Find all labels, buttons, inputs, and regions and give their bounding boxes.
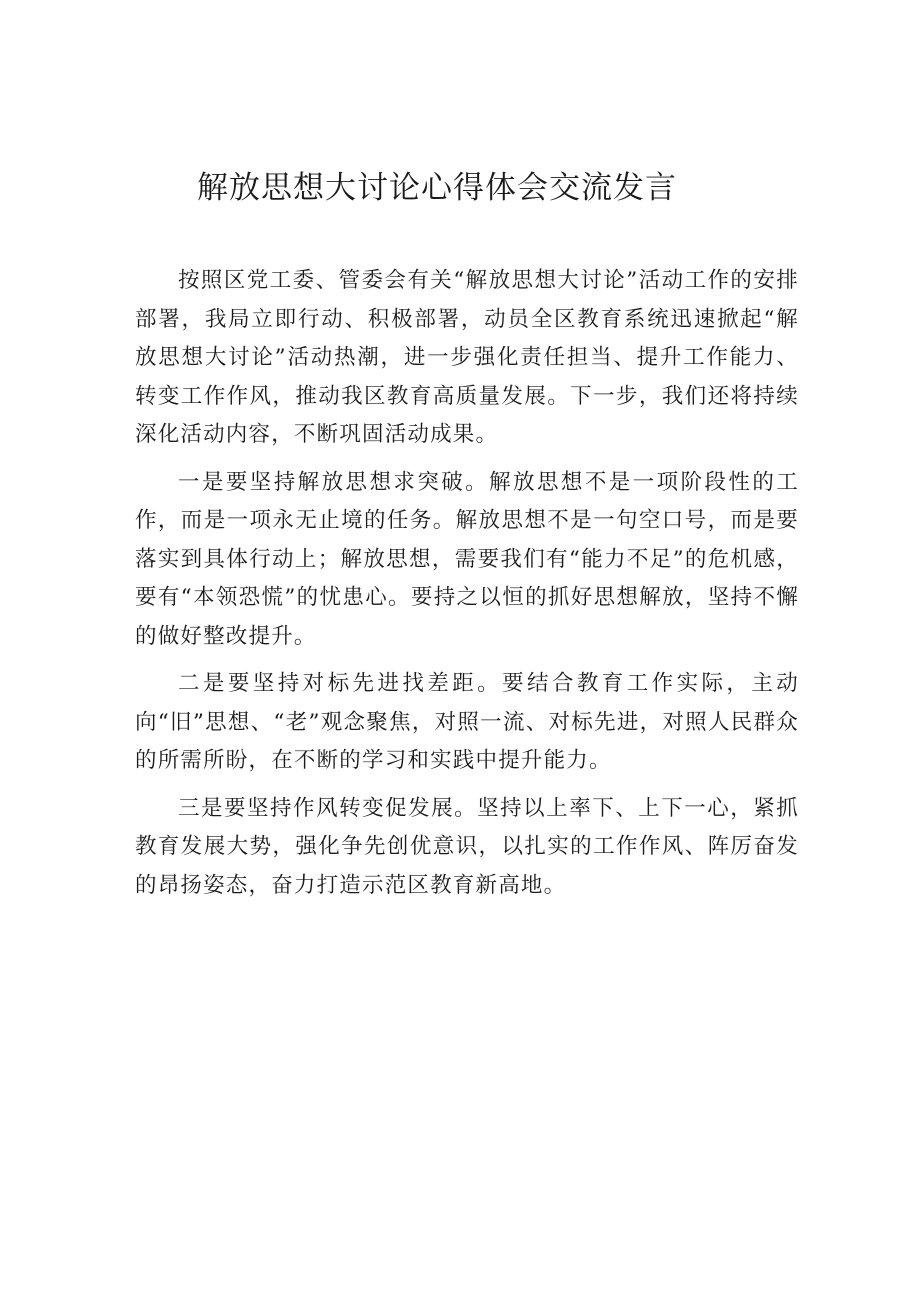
document-body [135,262,799,914]
document-title: 解放思想大讨论心得体会交流发言 [197,170,677,206]
paragraph-intro: 按照区党工委、管委会有关“解放思想大讨论”活动工作的安排部署，我局立即行动、积极部署，动员全区教育系统迅速掀起“解放思想大讨论”活动热潮，进一步强化责任担当、提升工作能力、转变工作作风，推动我区教育高质量发展。下一步，我们还将持续深化活动内容，不断巩固活动成果。 [135,268,799,447]
paragraph-point-two: 二是要坚持对标先进找差距。要结合教育工作实际，主动向“旧”思想、“老”观念聚焦，对照一流、对标先进，对照人民群众的所需所盼，在不断的学习和实践中提升能力。 [135,671,799,773]
paragraph-point-one: 一是要坚持解放思想求突破。解放思想不是一项阶段性的工作，而是一项永无止境的任务。解放思想不是一句空口号，而是要落实到具体行动上；解放思想，需要我们有“能力不足”的危机感，要有“本领恐慌”的忧患心。要持之以恒的抓好思想解放，坚持不懈的做好整改提升。 [135,469,799,649]
paragraph-point-three: 三是要坚持作风转变促发展。坚持以上率下、上下一心，紧抓教育发展大势，强化争先创优意识，以扎实的工作作风、阵厉奋发的昂扬姿态，奋力打造示范区教育新高地。 [135,795,799,898]
